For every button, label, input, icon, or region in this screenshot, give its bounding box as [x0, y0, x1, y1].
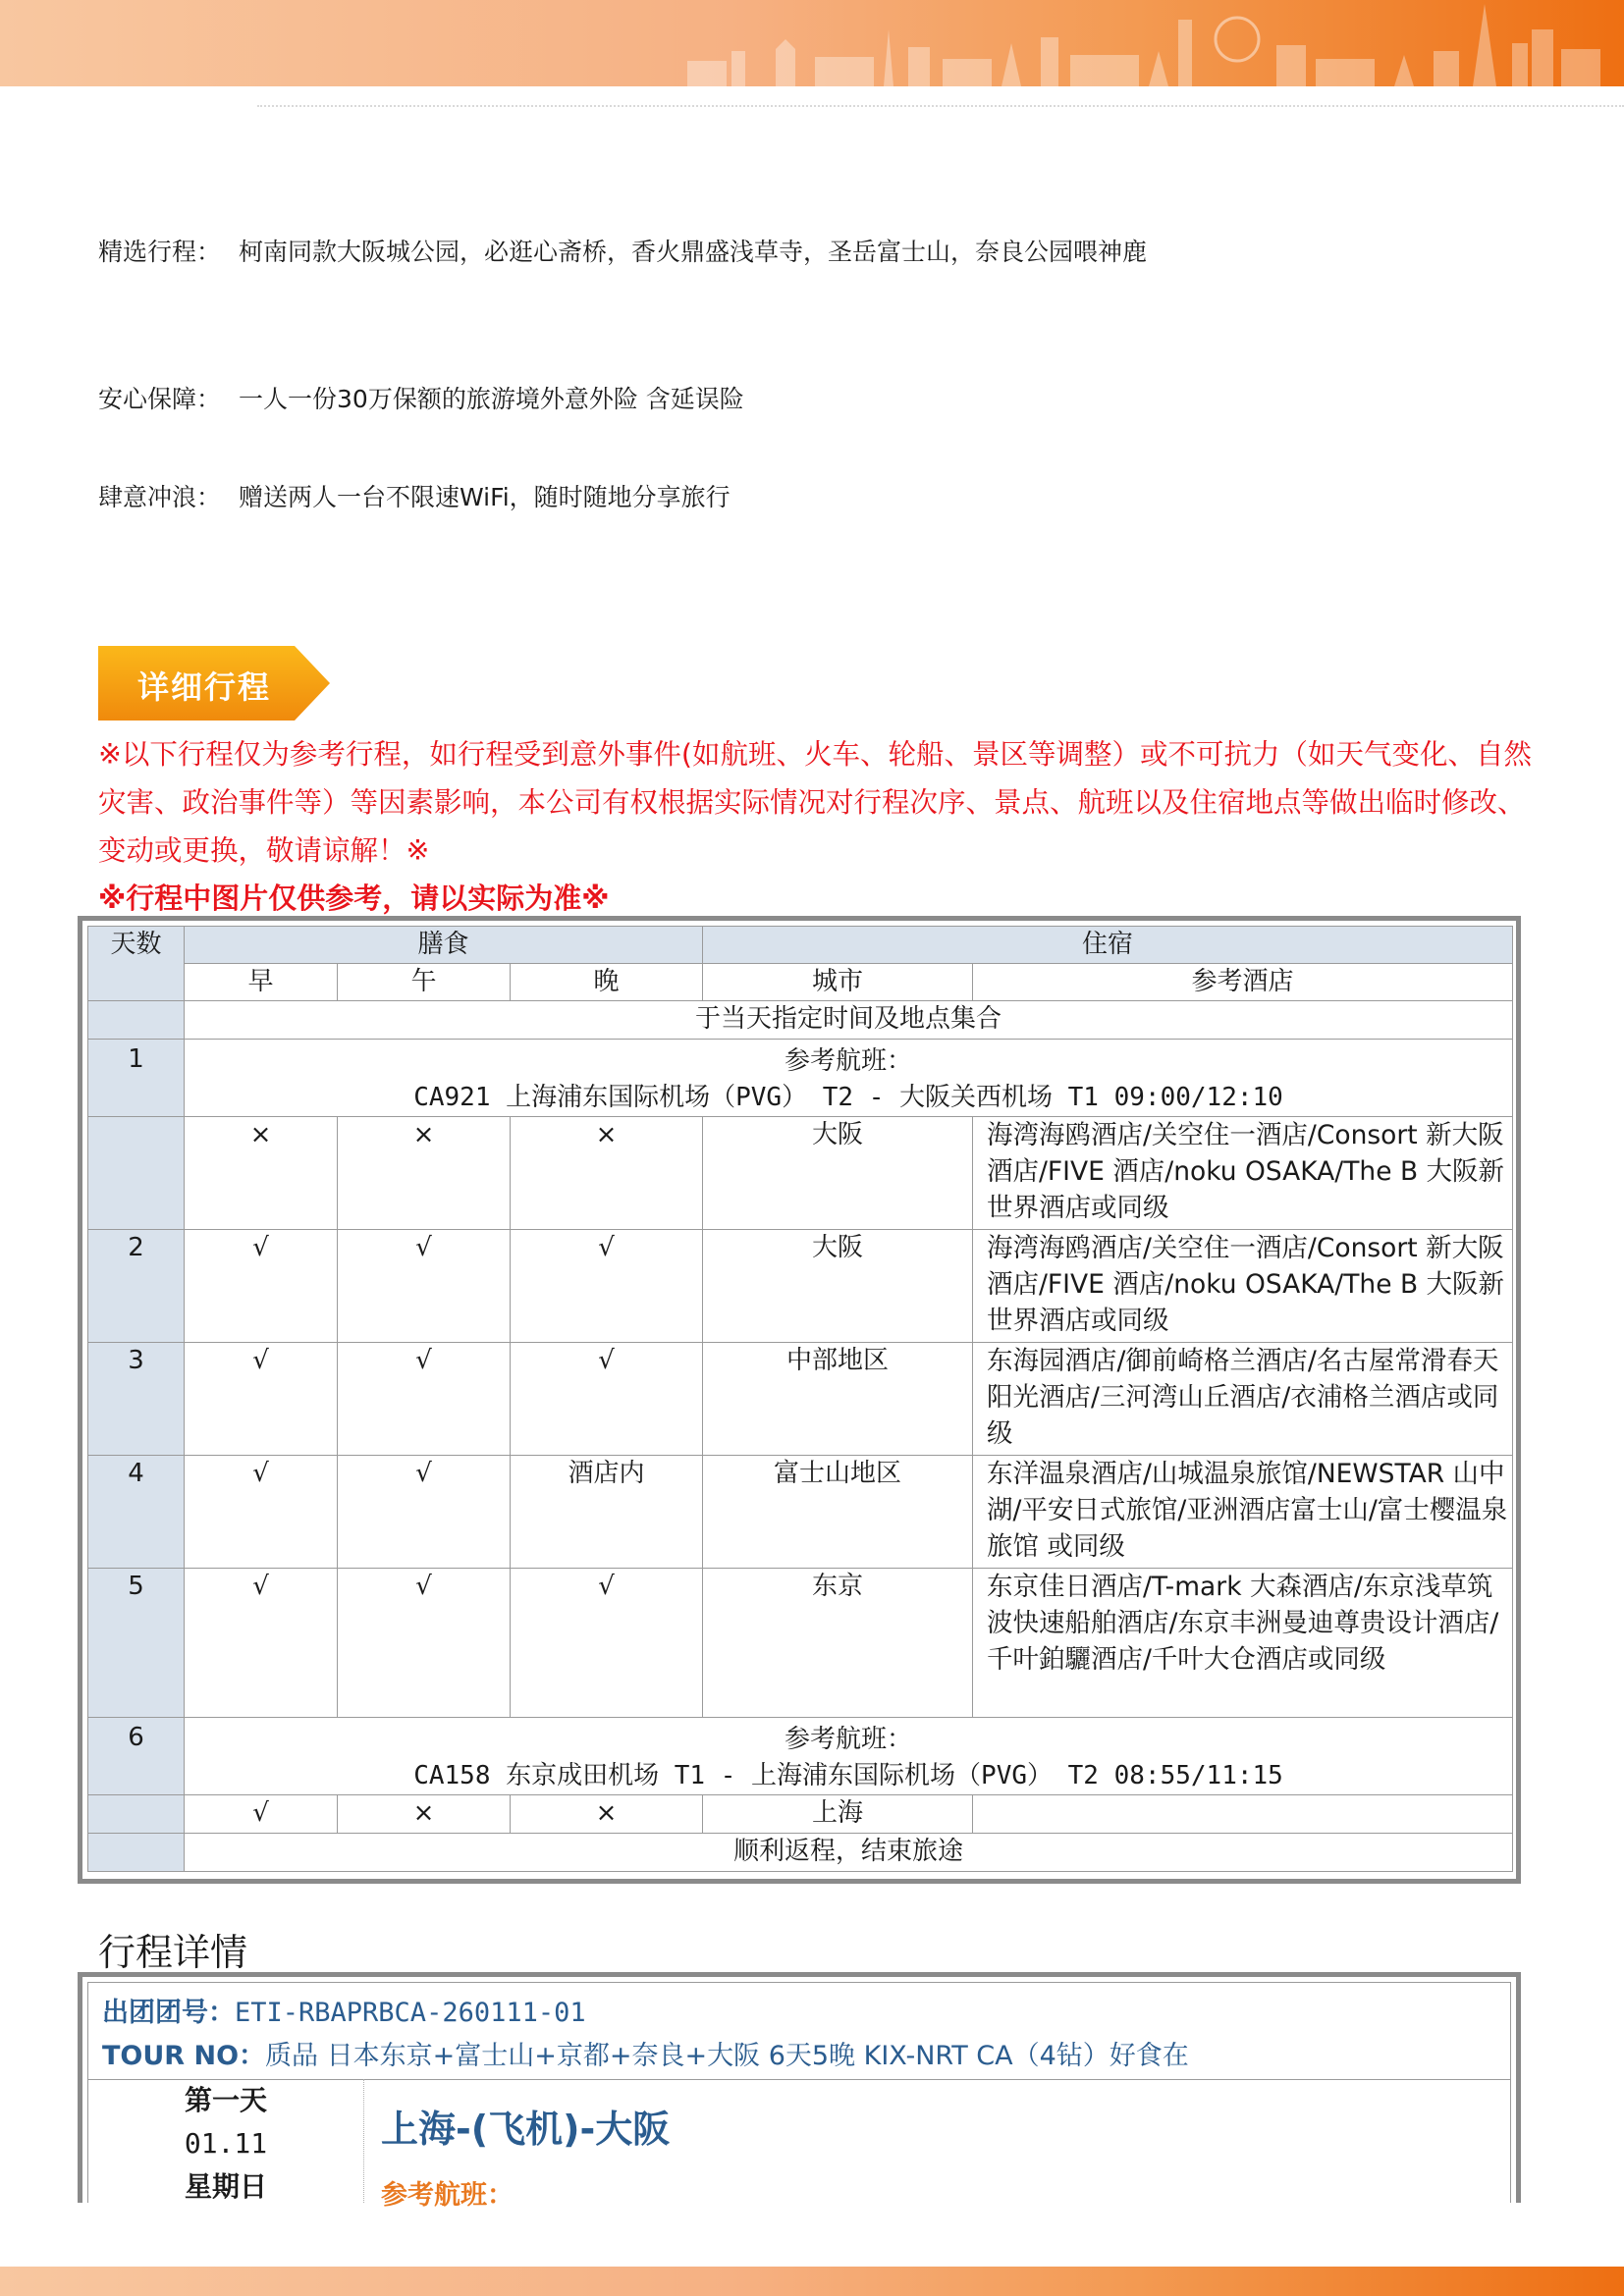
- city-cell: 富士山地区: [703, 1456, 973, 1569]
- details-frame: [78, 1972, 1521, 2211]
- hotel-cell: 东洋温泉酒店/山城温泉旅馆/NEWSTAR 山中湖/平安日式旅馆/亚洲酒店富士山/富士樱温泉旅馆 或同级: [973, 1456, 1513, 1569]
- table-row: [88, 1795, 1513, 1834]
- hotel-cell: 海湾海鸥酒店/关空住一酒店/Consort 新大阪酒店/FIVE 酒店/noku OSAKA/The B 大阪新世界酒店或同级: [973, 1230, 1513, 1343]
- flight-reference-label: 参考航班：: [381, 2180, 514, 2211]
- city-cell: 大阪: [703, 1117, 973, 1230]
- dinner-cell: ×: [511, 1795, 703, 1834]
- table-row: [88, 1456, 1513, 1569]
- header-lodging: 住宿: [703, 927, 1513, 964]
- intro-text: 一人一份30万保额的旅游境外意外险 含延误险: [239, 385, 744, 413]
- flight-label: 参考航班：: [785, 1046, 913, 1076]
- day-date: 01.11: [184, 2127, 268, 2160]
- details-inner: [87, 1982, 1511, 2211]
- schedule-table-frame: [78, 916, 1521, 1884]
- hotel-cell: 海湾海鸥酒店/关空住一酒店/Consort 新大阪酒店/FIVE 酒店/noku OSAKA/The B 大阪新世界酒店或同级: [973, 1117, 1513, 1230]
- table-row: [88, 1569, 1513, 1718]
- city-cell: 上海: [703, 1795, 973, 1834]
- section-tab-label: 详细行程: [137, 668, 272, 706]
- ending-note: 顺利返程，结束旅途: [185, 1834, 1513, 1872]
- intro-label: 安心保障：: [98, 385, 222, 413]
- gather-note: 于当天指定时间及地点集合: [185, 1001, 1513, 1040]
- hotel-cell: 东海园酒店/御前崎格兰酒店/名古屋常滑春天阳光酒店/三河湾山丘酒店/衣浦格兰酒店或同级: [973, 1343, 1513, 1456]
- header-day: 天数: [88, 927, 185, 1001]
- flight-cell: [185, 1040, 1513, 1117]
- breakfast-cell: ×: [185, 1117, 338, 1230]
- day-cell: 1: [88, 1040, 185, 1117]
- intro-line-highlights: [98, 233, 1147, 268]
- flight-label: 参考航班：: [785, 1725, 913, 1754]
- day-cell: 2: [88, 1230, 185, 1343]
- header-hotel: 参考酒店: [973, 964, 1513, 1001]
- tour-code: ETI-RBAPRBCA-260111-01: [235, 1998, 586, 2028]
- tour-code-row: [102, 1991, 586, 2029]
- table-row: [88, 1117, 1513, 1230]
- breakfast-cell: √: [185, 1795, 338, 1834]
- itinerary-notice: ※以下行程仅为参考行程，如行程受到意外事件(如航班、火车、轮船、景区等调整）或不可抗力（如天气变化、自然灾害、政治事件等）等因素影响，本公司有权根据实际情况对行程次序、景点、航班以及住宿地点等做出临时修改、变动或更换，敬请谅解！※: [98, 738, 1533, 867]
- day-cell: [88, 1795, 185, 1834]
- table-row: [88, 1834, 1513, 1872]
- tour-no-label: TOUR NO：: [102, 2041, 266, 2071]
- intro-label: 肆意冲浪：: [98, 483, 222, 511]
- dinner-cell: √: [511, 1343, 703, 1456]
- breakfast-cell: √: [185, 1230, 338, 1343]
- details-title: 行程详情: [98, 1931, 248, 1974]
- day-cell: [88, 1117, 185, 1230]
- hotel-cell: [973, 1795, 1513, 1834]
- lunch-cell: √: [338, 1343, 511, 1456]
- schedule-table: [87, 926, 1513, 1872]
- footer-band: [0, 2267, 1624, 2296]
- header-meals: 膳食: [185, 927, 703, 964]
- day-cell: 6: [88, 1718, 185, 1795]
- section-tab-itinerary: [98, 646, 330, 721]
- lunch-cell: ×: [338, 1117, 511, 1230]
- day-route-title: 上海-(飞机)-大阪: [381, 2108, 671, 2151]
- tour-code-label: 出团团号：: [102, 1998, 235, 2028]
- dinner-cell: √: [511, 1569, 703, 1718]
- tour-no-row: [102, 2034, 1189, 2072]
- dinner-cell: √: [511, 1230, 703, 1343]
- day-cell: 5: [88, 1569, 185, 1718]
- lunch-cell: √: [338, 1456, 511, 1569]
- breakfast-cell: √: [185, 1569, 338, 1718]
- day-cell: [88, 1001, 185, 1040]
- city-skyline-decoration: [0, 0, 1624, 86]
- intro-text: 柯南同款大阪城公园，必逛心斋桥，香火鼎盛浅草寺，圣岳富士山，奈良公园喂神鹿: [239, 238, 1148, 266]
- lunch-cell: √: [338, 1230, 511, 1343]
- day-cell: 3: [88, 1343, 185, 1456]
- header-city: 城市: [703, 964, 973, 1001]
- lunch-cell: √: [338, 1569, 511, 1718]
- table-row: [88, 1230, 1513, 1343]
- dinner-cell: 酒店内: [511, 1456, 703, 1569]
- day-label: 第一天: [184, 2084, 267, 2116]
- city-cell: 中部地区: [703, 1343, 973, 1456]
- day-cell: 4: [88, 1456, 185, 1569]
- day-cell: [88, 1834, 185, 1872]
- day-weekday: 星期日: [184, 2170, 267, 2203]
- table-row: [88, 1040, 1513, 1117]
- table-row: [88, 1001, 1513, 1040]
- intro-line-wifi: [98, 478, 731, 513]
- breakfast-cell: √: [185, 1456, 338, 1569]
- header-breakfast: 早: [185, 964, 338, 1001]
- header-dinner: 晚: [511, 964, 703, 1001]
- image-disclaimer: ※行程中图片仅供参考，请以实际为准※: [98, 881, 610, 915]
- flight-cell: [185, 1718, 1513, 1795]
- header-lunch: 午: [338, 964, 511, 1001]
- hotel-cell: 东京佳日酒店/T-mark 大森酒店/东京浅草筑波快速船舶酒店/东京丰洲曼迪尊贵设计酒店/千叶鉑驪酒店/千叶大仓酒店或同级: [973, 1569, 1513, 1718]
- table-row: [88, 1343, 1513, 1456]
- city-cell: 大阪: [703, 1230, 973, 1343]
- flight-info: CA921 上海浦东国际机场（PVG） T2 - 大阪关西机场 T1 09:00/12:10: [413, 1083, 1283, 1112]
- tour-no: 质品 日本东京+富士山+京都+奈良+大阪 6天5晚 KIX-NRT CA（4钻）好食在: [265, 2041, 1189, 2071]
- dinner-cell: ×: [511, 1117, 703, 1230]
- header-divider: [257, 105, 1624, 107]
- intro-label: 精选行程：: [98, 238, 222, 266]
- table-row: [88, 1718, 1513, 1795]
- flight-info: CA158 东京成田机场 T1 - 上海浦东国际机场（PVG） T2 08:55/11:15: [413, 1761, 1283, 1790]
- day-info-column: [88, 2079, 364, 2203]
- intro-line-insurance: [98, 380, 744, 415]
- city-cell: 东京: [703, 1569, 973, 1718]
- breakfast-cell: √: [185, 1343, 338, 1456]
- lunch-cell: ×: [338, 1795, 511, 1834]
- intro-text: 赠送两人一台不限速WiFi，随时随地分享旅行: [239, 483, 731, 511]
